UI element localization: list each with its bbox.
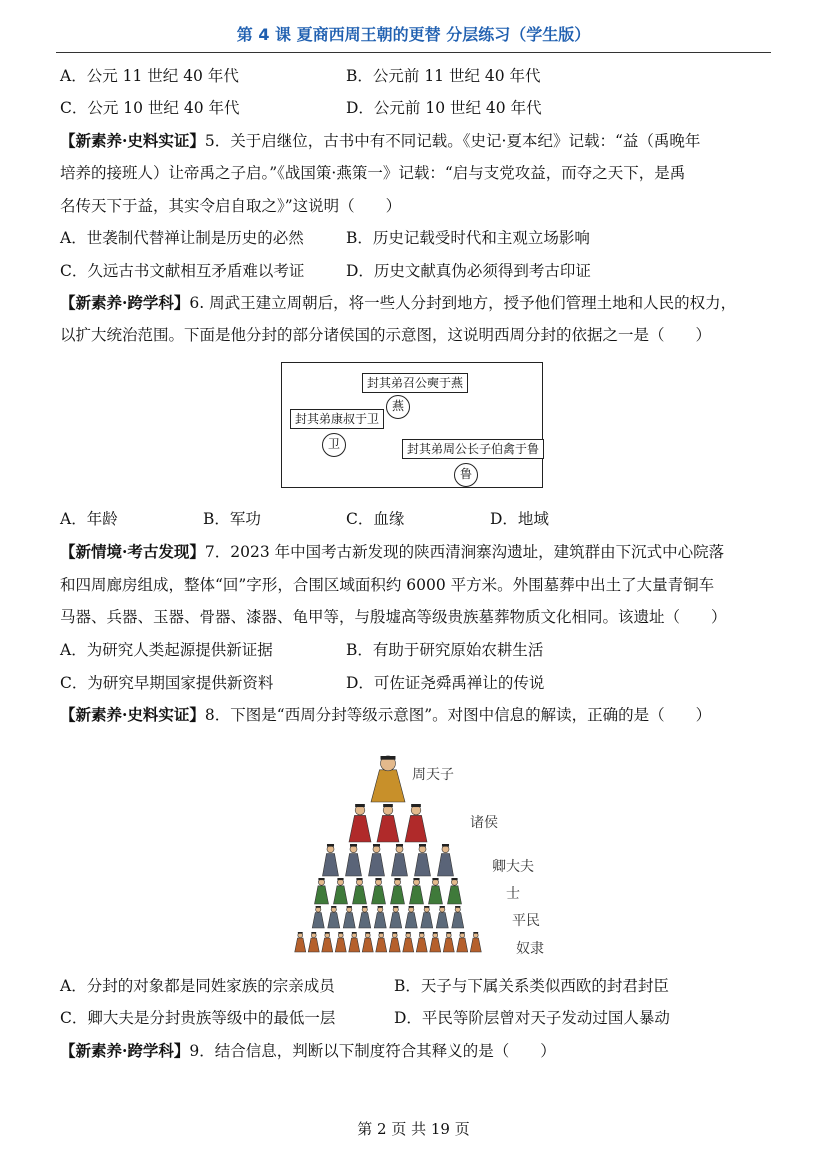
pyramid-figure <box>308 932 319 952</box>
q5-option-b: B．历史记载受时代和主观立场影响 <box>346 229 590 247</box>
q9-stem-line1 <box>60 1041 556 1061</box>
fief-label-wei: 封其弟康叔于卫 <box>290 409 384 429</box>
q7-tag: 【新情境·考古发现】 <box>60 542 205 561</box>
q5-option-a: A．世袭制代替禅让制是历史的必然 <box>60 229 304 247</box>
q4-option-a: A．公元 11 世纪 40 年代 <box>60 67 239 85</box>
pyramid-figure <box>371 756 405 802</box>
q7-stem-line3: 马器、兵器、玉器、骨器、漆器、龟甲等，与殷墟高等级贵族墓葬物质文化相同。该遗址（ ） <box>60 608 727 626</box>
pyramid-figure <box>392 844 408 876</box>
fief-circle-lu: 鲁 <box>454 463 478 487</box>
q6-option-c: C．血缘 <box>346 510 405 528</box>
pyramid-figure <box>353 878 367 904</box>
pyramid-figure <box>470 932 481 952</box>
pyramid-figure <box>438 844 454 876</box>
pyramid-figure <box>374 906 386 928</box>
pyramid-figure <box>415 844 431 876</box>
fief-circle-wei: 卫 <box>322 433 346 457</box>
q5-tag: 【新素养·史料实证】 <box>60 131 205 150</box>
pyramid-figure <box>448 878 462 904</box>
pyramid-figure <box>377 804 399 842</box>
q8-stem-line1 <box>60 705 711 725</box>
pyramid-figure <box>335 932 346 952</box>
pyramid-figure <box>322 932 333 952</box>
pyramid-figure <box>343 906 355 928</box>
pyramid-figure <box>315 878 329 904</box>
q6-tag: 【新素养·跨学科】 <box>60 293 190 312</box>
q6-stem-line2: 以扩大统治范围。下面是他分封的部分诸侯国的示意图，这说明西周分封的依据之一是（ ） <box>60 326 712 344</box>
q8-option-d: D．平民等阶层曾对天子发动过国人暴动 <box>394 1009 670 1027</box>
pyramid-figure <box>362 932 373 952</box>
pyramid-figure <box>410 878 424 904</box>
tier-label-commoners: 平民 <box>512 913 540 929</box>
pyramid-figure <box>295 932 306 952</box>
q4-option-c: C．公元 10 世纪 40 年代 <box>60 99 240 117</box>
pyramid-figure <box>452 906 464 928</box>
pyramid-figure <box>436 906 448 928</box>
q5-stem-line1 <box>60 131 700 151</box>
pyramid-figure <box>421 906 433 928</box>
q6-option-b: B．军功 <box>203 510 261 528</box>
pyramid-figure <box>369 844 385 876</box>
tier-label-king: 周天子 <box>412 767 454 783</box>
page-number: 第 2 页 共 19 页 <box>357 1120 470 1138</box>
pyramid-figure <box>430 932 441 952</box>
q8-text-1: 8．下图是“西周分封等级示意图”。对图中信息的解读，正确的是（ ） <box>204 706 712 724</box>
q5-stem-line2: 培养的接班人）让帝禹之子启。”《战国策·燕策一》记载：“启与支党攻益，而夺之天下，是禹 <box>60 164 686 182</box>
q9-text-1: 9．结合信息，判断以下制度符合其释义的是（ ） <box>189 1042 556 1060</box>
q8-tag: 【新素养·史料实证】 <box>60 705 205 724</box>
fief-label-lu: 封其弟周公长子伯禽于鲁 <box>402 439 544 459</box>
pyramid-figure <box>390 906 402 928</box>
q6-option-d: D．地域 <box>490 510 549 528</box>
header-divider <box>56 52 771 53</box>
pyramid-figure <box>405 906 417 928</box>
pyramid-figure <box>457 932 468 952</box>
pyramid-figure <box>312 906 324 928</box>
q7-option-c: C．为研究早期国家提供新资料 <box>60 674 274 692</box>
pyramid-figure <box>443 932 454 952</box>
pyramid-figure <box>405 804 427 842</box>
fief-diagram <box>281 362 543 488</box>
q5-stem-line3: 名传天下于益，其实令启自取之》”这说明（ ） <box>60 197 402 215</box>
q7-option-a: A．为研究人类起源提供新证据 <box>60 641 273 659</box>
pyramid-figure <box>389 932 400 952</box>
q6-option-a: A．年龄 <box>60 510 118 528</box>
q7-option-d: D．可佐证尧舜禹禅让的传说 <box>346 674 545 692</box>
q6-text-1: 6. 周武王建立周朝后，将一些人分封到地方，授予他们管理土地和人民的权力， <box>189 294 737 312</box>
q7-option-b: B．有助于研究原始农耕生活 <box>346 641 544 659</box>
fief-circle-yan: 燕 <box>386 395 410 419</box>
document-header: 第 4 课 夏商西周王朝的更替 分层练习（学生版） <box>236 25 591 44</box>
tier-label-slaves: 奴隶 <box>516 941 544 957</box>
q5-option-c: C．久远古书文献相互矛盾难以考证 <box>60 262 305 280</box>
q8-option-b: B．天子与下属关系类似西欧的封君封臣 <box>394 977 669 995</box>
pyramid-figure <box>323 844 339 876</box>
tier-label-ministers: 卿大夫 <box>492 859 534 875</box>
tier-label-scholars: 士 <box>506 886 520 902</box>
q4-option-d: D．公元前 10 世纪 40 年代 <box>346 99 542 117</box>
pyramid-figure <box>429 878 443 904</box>
fief-label-yan: 封其弟召公奭于燕 <box>362 373 468 393</box>
pyramid-figure <box>391 878 405 904</box>
q7-stem-line1 <box>60 542 724 562</box>
pyramid-figure <box>359 906 371 928</box>
q8-option-c: C．卿大夫是分封贵族等级中的最低一层 <box>60 1009 336 1027</box>
q4-option-b: B．公元前 11 世纪 40 年代 <box>346 67 541 85</box>
q5-text-1: 5．关于启继位，古书中有不同记载。《史记·夏本纪》记载：“益（禹晚年 <box>204 132 701 150</box>
pyramid-figure <box>346 844 362 876</box>
pyramid-figure <box>416 932 427 952</box>
pyramid-figure <box>349 804 371 842</box>
pyramid-figure <box>403 932 414 952</box>
q7-text-1: 7．2023 年中国考古新发现的陕西清涧寨沟遗址，建筑群由下沉式中心院落 <box>204 543 725 561</box>
tier-label-vassals: 诸侯 <box>470 815 498 831</box>
hierarchy-pyramid-figure <box>280 748 560 960</box>
pyramid-figure <box>334 878 348 904</box>
q6-stem-line1 <box>60 293 736 313</box>
pyramid-figure <box>372 878 386 904</box>
pyramid-figure <box>328 906 340 928</box>
q9-tag: 【新素养·跨学科】 <box>60 1041 190 1060</box>
q5-option-d: D．历史文献真伪必须得到考古印证 <box>346 262 591 280</box>
q7-stem-line2: 和四周廊房组成，整体“回”字形，合围区域面积约 6000 平方米。外围墓葬中出土了大量青铜车 <box>60 576 715 594</box>
q8-option-a: A．分封的对象都是同姓家族的宗亲成员 <box>60 977 335 995</box>
pyramid-figure <box>376 932 387 952</box>
pyramid-figure <box>349 932 360 952</box>
